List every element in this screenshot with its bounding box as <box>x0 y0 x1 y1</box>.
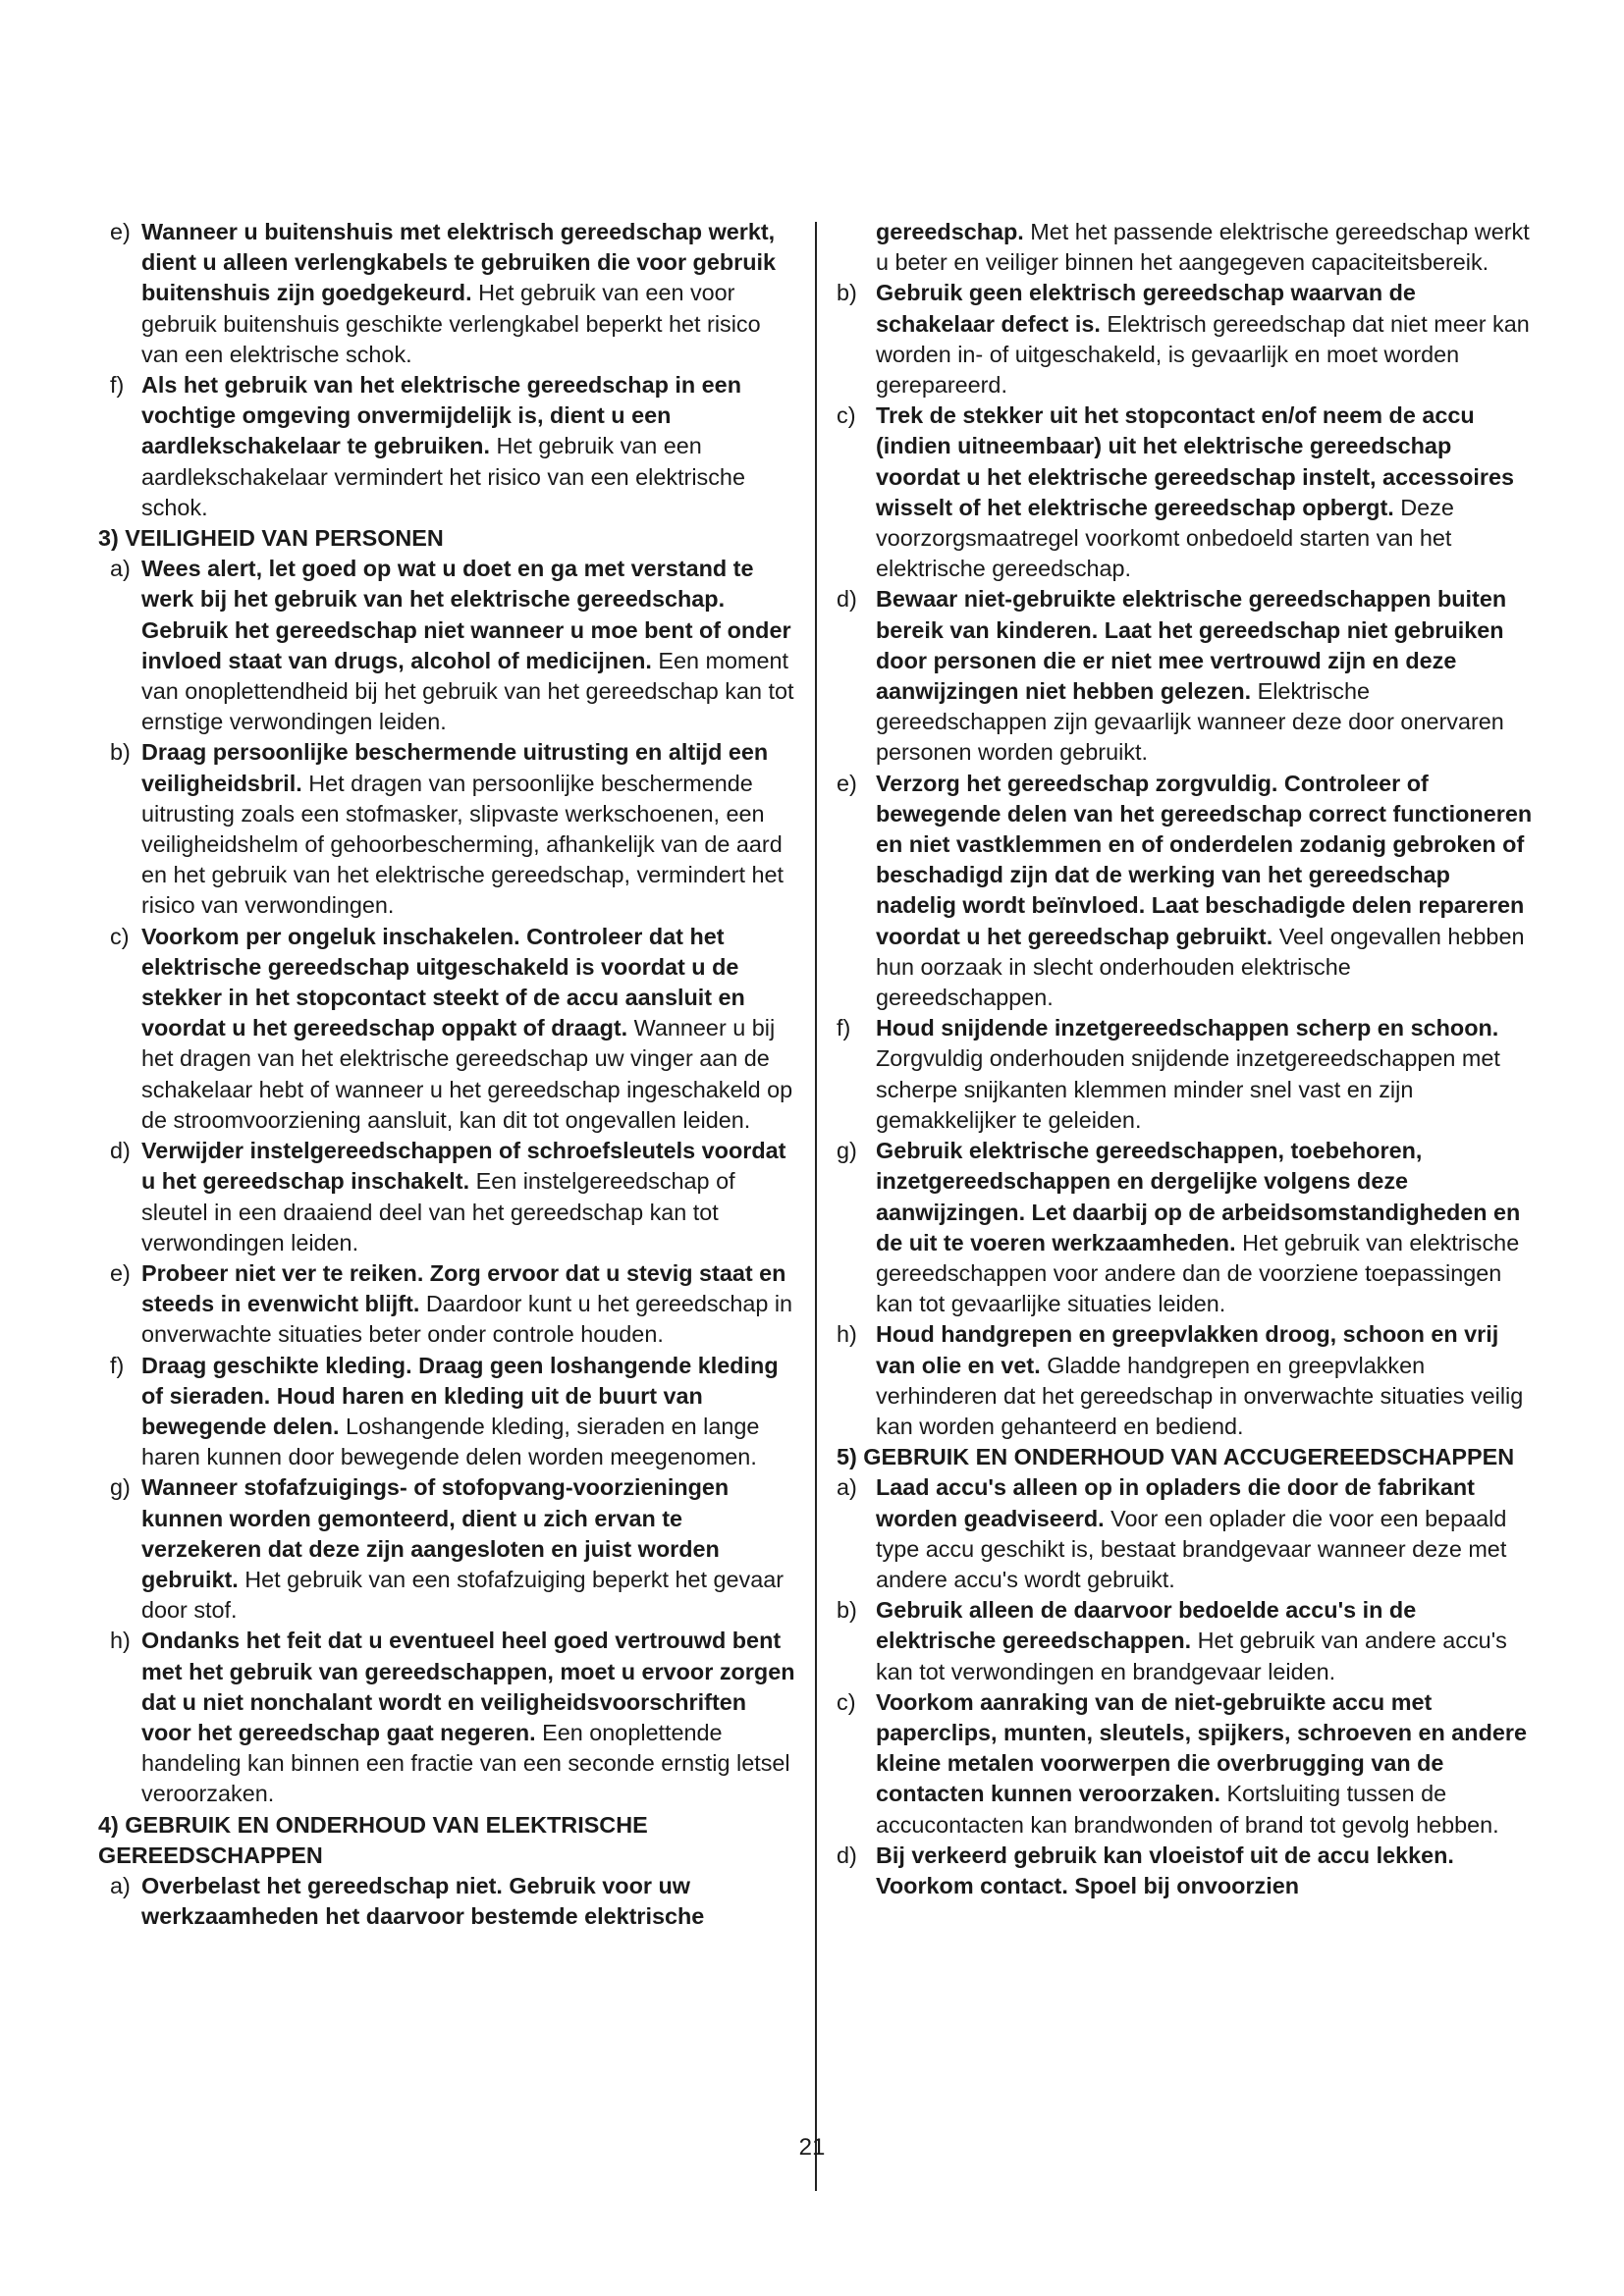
item-right-continuation: gereedschap. Met het passende elektrische gereedschap werkt u beter en veiliger binnen het aangegeven capaciteitsbereik. <box>876 219 1530 276</box>
column-divider <box>815 222 817 2191</box>
item-left-f-clothing: f) Draag geschikte kleding. Draag geen loshangende kleding of sieraden. Houd haren en kleding uit de buurt van bewegende delen. Loshangende kleding, sieraden en lange haren kunnen door bewegende delen worden meegenomen. <box>110 1352 779 1470</box>
section-heading-4: 4) GEBRUIK EN ONDERHOUD VAN ELEKTRISCHE GEREEDSCHAPPEN <box>98 1811 648 1868</box>
item-right-a-chargers: a) Laad accu's alleen op in opladers die door de fabrikant worden geadviseerd. Voor een oplader die voor een bepaald type accu geschikt is, bestaat brandgevaar wanneer deze met andere accu's wordt gebruikt. <box>837 1474 1507 1592</box>
item-left-e-reach: e) Probeer niet ver te reiken. Zorg ervoor dat u stevig staat en steeds in evenwicht blijft. Daardoor kunt u het gereedschap in onverwachte situaties beter onder controle houden. <box>110 1259 793 1348</box>
item-right-e-maintain: e) Verzorg het gereedschap zorgvuldig. Controleer of bewegende delen van het gereedschap correct functioneren en niet vastklemmen en of onderdelen zodanig gebroken of beschadigd zijn dat de werking van het gereedschap nadelig wordt beïnvloed. Laat beschadigde delen repareren voordat u het gereedschap gebruikt. Veel ongevallen hebben hun oorzaak in slecht onderhouden elektrische gereedschappen. <box>837 770 1533 1011</box>
item-right-g-instructions: g) Gebruik elektrische gereedschappen, toebehoren, inzetgereedschappen en dergelijke volgens deze aanwijzingen. Let daarbij op de arbeidsomstandigheden en de uit te voeren werkzaamheden. Het gebruik van elektrische gereedschappen voor andere dan de voorziene toepassingen kan tot gevaarlijke situaties leiden. <box>837 1138 1521 1317</box>
item-right-c-contacts: c) Voorkom aanraking van de niet-gebruikte accu met paperclips, munten, sleutels, spijkers, schroeven en andere kleine metalen voorwerpen die overbrugging van de contacten kunnen veroorzaken. Kortsluiting tussen de accucontacten kan brandwonden of brand tot gevolg hebben. <box>837 1688 1527 1838</box>
item-left-d-keys: d) Verwijder instelgereedschappen of schroefsleutels voordat u het gereedschap inschakelt. Een instelgereedschap of sleutel in een draaiend deel van het gereedschap kan tot verwondingen leiden. <box>110 1138 786 1255</box>
right-column <box>837 217 1534 1901</box>
item-left-c-switch: c) Voorkom per ongeluk inschakelen. Controleer dat het elektrische gereedschap uitgeschakeld is voordat u de stekker in het stopcontact steekt of de accu aansluit en voordat u het gereedschap oppakt of draagt. Wanneer u bij het dragen van het elektrische gereedschap uw vinger aan de schakelaar hebt of wanneer u het gereedschap ingeschakeld op de stroomvoorziening aansluit, kan dit tot ongevallen leiden. <box>110 923 793 1133</box>
item-left-f-rcd: f) Als het gebruik van het elektrische gereedschap in een vochtige omgeving onvermijdelijk is, dient u een aardlekschakelaar te gebruiken. Het gebruik van een aardlekschakelaar vermindert het risico van een elektrische schok. <box>110 372 745 520</box>
item-right-b-batteries: b) Gebruik alleen de daarvoor bedoelde accu's in de elektrische gereedschappen. Het gebruik van andere accu's kan tot verwondingen en brandgevaar leiden. <box>837 1597 1507 1684</box>
item-left-g-dust: g) Wanneer stofafzuigings- of stofopvang-voorzieningen kunnen worden gemonteerd, dient u zich ervan te verzekeren dat deze zijn aangesloten en juist worden gebruikt. Het gebruik van een stofafzuiging beperkt het gevaar door stof. <box>110 1474 785 1624</box>
section-heading-5: 5) GEBRUIK EN ONDERHOUD VAN ACCUGEREEDSCHAPPEN <box>837 1444 1515 1470</box>
item-left-a-alert: a) Wees alert, let goed op wat u doet en ga met verstand te werk bij het gebruik van het elektrische gereedschap. Gebruik het gereedschap niet wanneer u moe bent of onder invloed staat van drugs, alcohol of medicijnen. Een moment van onoplettendheid bij het gebruik van het gereedschap kan tot ernstige verwondingen leiden. <box>110 556 794 735</box>
item-right-b-switch-defect: b) Gebruik geen elektrisch gereedschap waarvan de schakelaar defect is. Elektrisch gereedschap dat niet meer kan worden in- of uitgeschakeld, is gevaarlijk en moet worden gerepareerd. <box>837 280 1530 399</box>
item-right-f-sharp: f) Houd snijdende inzetgereedschappen scherp en schoon. Zorgvuldig onderhouden snijdende inzetgereedschappen met scherpe snijkanten klemmen minder snel vast en zijn gemakkelijker te geleiden. <box>837 1015 1500 1133</box>
item-right-d-leak: d) Bij verkeerd gebruik kan vloeistof uit de accu lekken. Voorkom contact. Spoel bij onvoorzien <box>837 1842 1454 1898</box>
left-column <box>98 217 795 1932</box>
page-number: 21 <box>798 2134 826 2161</box>
item-right-h-grips: h) Houd handgrepen en greepvlakken droog, schoon en vrij van olie en vet. Gladde handgrepen en greepvlakken verhinderen dat het gereedschap in onverwachte situaties veilig kan worden gehanteerd en bediend. <box>837 1321 1524 1439</box>
item-right-d-storage: d) Bewaar niet-gebruikte elektrische gereedschappen buiten bereik van kinderen. Laat het gereedschap niet gebruiken door personen die er niet mee vertrouwd zijn en deze aanwijzingen niet hebben gelezen. Elektrische gereedschappen zijn gevaarlijk wanneer deze door onervaren personen worden gebruikt. <box>837 586 1507 766</box>
item-left-b-ppe: b) Draag persoonlijke beschermende uitrusting en altijd een veiligheidsbril. Het dragen van persoonlijke beschermende uitrusting zoals een stofmasker, slipvaste werkschoenen, een veiligheidshelm of gehoorbescherming, afhankelijk van de aard en het gebruik van het elektrische gereedschap, vermindert het risico van verwondingen. <box>110 739 785 919</box>
section-heading-3: 3) VEILIGHEID VAN PERSONEN <box>98 525 444 552</box>
item-left-e-extension: e) Wanneer u buitenshuis met elektrisch gereedschap werkt, dient u alleen verlengkabels te gebruiken die voor gebruik buitenshuis zijn goedgekeurd. Het gebruik van een voor gebruik buitenshuis geschikte verlengkabel beperkt het risico van een elektrische schok. <box>110 219 777 367</box>
item-left-a-overload: a) Overbelast het gereedschap niet. Gebruik voor uw werkzaamheden het daarvoor bestemde elektrische <box>110 1872 705 1930</box>
item-left-h-familiar: h) Ondanks het feit dat u eventueel heel goed vertrouwd bent met het gebruik van gereedschappen, moet u ervoor zorgen dat u niet nonchalant wordt en veiligheidsvoorschriften voor het gereedschap gaat negeren. Een onoplettende handeling kan binnen een fractie van een seconde ernstig letsel veroorzaken. <box>110 1628 795 1807</box>
item-right-c-unplug: c) Trek de stekker uit het stopcontact en/of neem de accu (indien uitneembaar) uit het elektrische gereedschap voordat u het elektrische gereedschap instelt, accessoires wisselt of het elektrische gereedschap opbergt. Deze voorzorgsmaatregel voorkomt onbedoeld starten van het elektrische gereedschap. <box>837 402 1515 582</box>
